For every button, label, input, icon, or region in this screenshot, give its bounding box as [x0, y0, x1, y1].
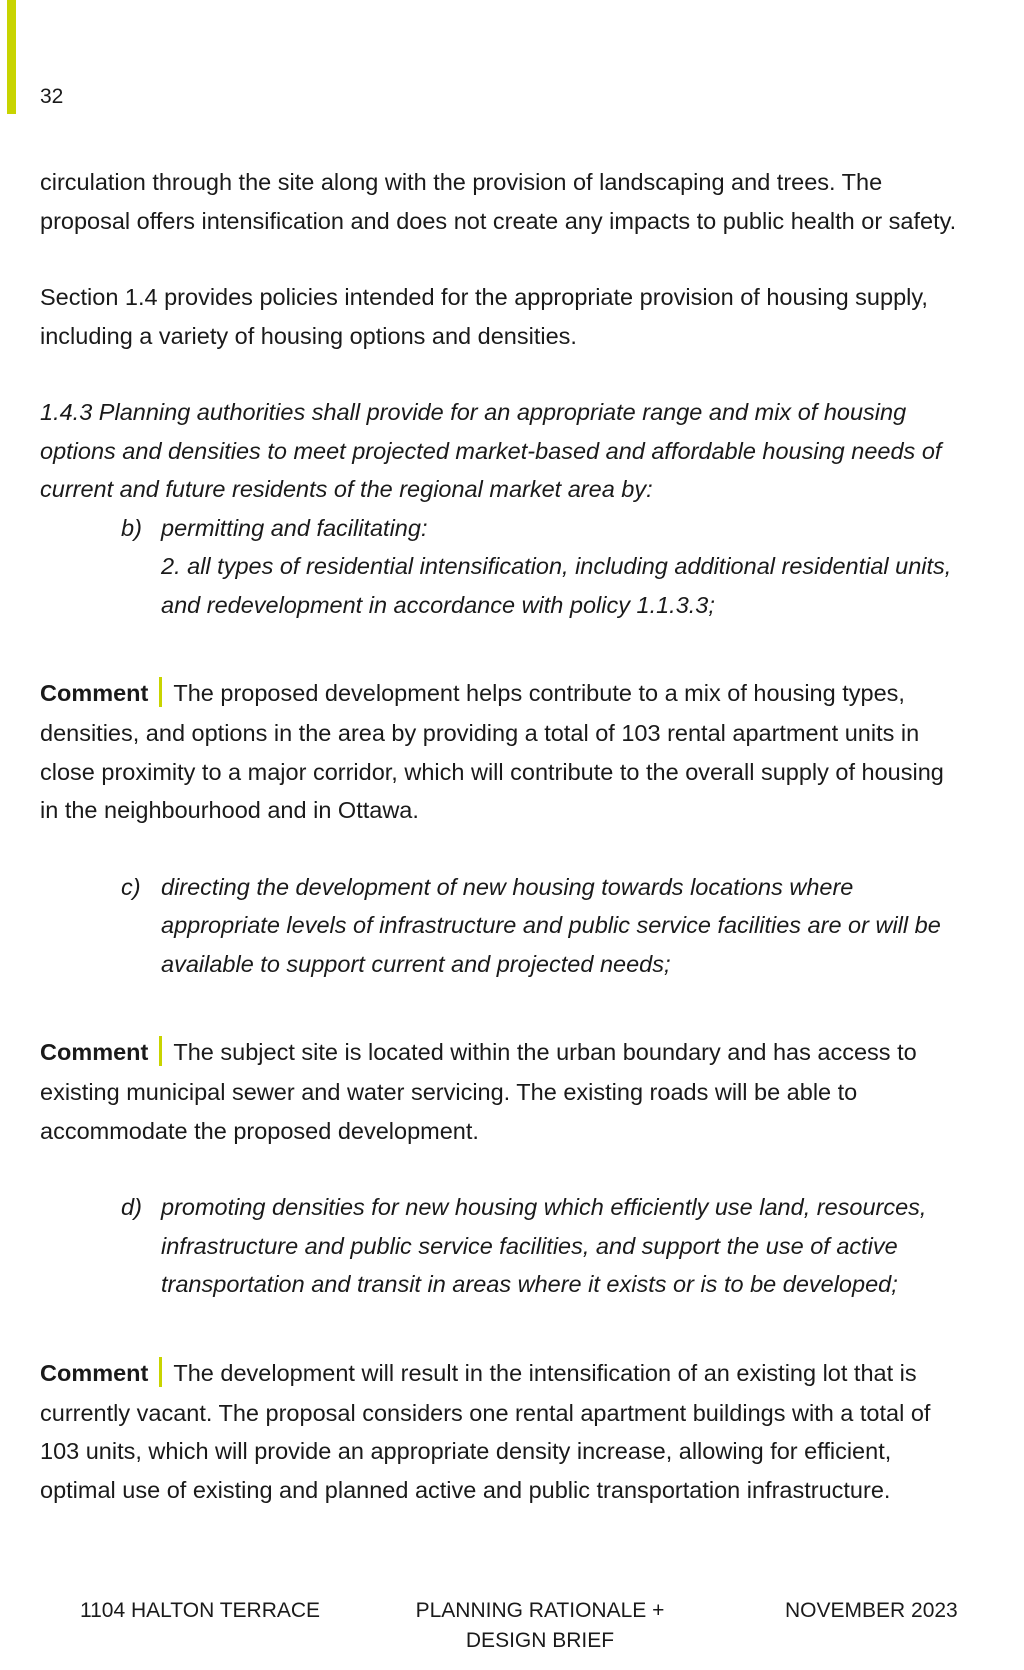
comment-label: Comment	[40, 1039, 149, 1065]
text-line: optimal use of existing and planned active and public transportation infrastructure.	[40, 1476, 891, 1503]
comment-label: Comment	[40, 1359, 149, 1386]
list-item-text: permitting and facilitating:	[161, 514, 428, 541]
comment-block-1	[40, 672, 1020, 830]
policy-item-d	[40, 1188, 1020, 1304]
text-line: existing municipal sewer and water servicing. The existing roads will be able to	[40, 1079, 858, 1105]
text-line: 1.4.3 Planning authorities shall provide for an appropriate range and mix of housing	[40, 399, 907, 425]
text-line: close proximity to a major corridor, which will contribute to the overall supply of housing	[40, 758, 944, 785]
text-line: accommodate the proposed development.	[40, 1117, 479, 1144]
text-line: in the neighbourhood and in Ottawa.	[40, 797, 419, 823]
footer-document-title	[375, 1596, 705, 1656]
text-line: The development will result in the intensification of an existing lot that is	[173, 1359, 917, 1386]
comment-first-line	[40, 1352, 1020, 1394]
text-line: available to support current and projected needs;	[161, 950, 671, 977]
text-line: The subject site is located within the urban boundary and has access to	[173, 1039, 917, 1065]
policy-quote	[40, 393, 1020, 624]
text-line: circulation through the site along with the provision of landscaping and trees. The	[40, 169, 883, 195]
page-content	[40, 163, 1020, 1509]
text-line: proposal offers intensification and does not create any impacts to public health or safety.	[40, 207, 957, 234]
text-line: densities, and options in the area by providing a total of 103 rental apartment units in	[40, 720, 920, 746]
text-line: and redevelopment in accordance with policy 1.1.3.3;	[161, 591, 715, 618]
accent-bar	[7, 0, 16, 114]
comment-separator	[159, 677, 162, 707]
text-line: directing the development of new housing towards locations where	[161, 873, 854, 900]
footer-title-line: PLANNING RATIONALE +	[415, 1599, 665, 1622]
text-line: 2. all types of residential intensification, including additional residential units,	[161, 553, 952, 579]
comment-separator	[159, 1036, 162, 1066]
comment-first-line	[40, 1031, 1020, 1073]
text-line: 103 units, which will provide an appropriate density increase, allowing for efficient,	[40, 1438, 892, 1464]
text-line: promoting densities for new housing which efficiently use land, resources,	[161, 1194, 927, 1220]
policy-item-b	[40, 509, 1020, 548]
text-line: including a variety of housing options and densities.	[40, 322, 577, 349]
text-line: options and densities to meet projected market-based and affordable housing needs of	[40, 437, 942, 464]
comment-block-3	[40, 1352, 1020, 1510]
text-line: currently vacant. The proposal considers one rental apartment buildings with a total of	[40, 1399, 931, 1426]
policy-item-c	[40, 868, 1020, 984]
text-line: Section 1.4 provides policies intended for the appropriate provision of housing supply,	[40, 284, 928, 310]
footer-address: 1104 HALTON TERRACE	[80, 1599, 321, 1622]
page-number: 32	[40, 85, 64, 108]
footer-title-line: DESIGN BRIEF	[465, 1629, 615, 1652]
comment-separator	[159, 1357, 162, 1387]
list-marker: b)	[121, 514, 142, 541]
text-line: The proposed development helps contribute to a mix of housing types,	[173, 680, 905, 706]
text-line: infrastructure and public service facilities, and support the use of active	[161, 1232, 898, 1259]
policy-sub-item	[40, 547, 1020, 624]
comment-label: Comment	[40, 680, 149, 706]
text-line: appropriate levels of infrastructure and public service facilities are or will be	[161, 912, 941, 938]
section-paragraph	[40, 278, 1020, 355]
comment-block-2	[40, 1031, 1020, 1150]
policy-quote-intro	[40, 393, 1020, 509]
comment-first-line	[40, 672, 1020, 714]
text-line: transportation and transit in areas where it exists or is to be developed;	[161, 1271, 898, 1297]
list-marker: c)	[121, 873, 141, 900]
text-line: current and future residents of the regional market area by:	[40, 476, 653, 502]
list-marker: d)	[121, 1194, 142, 1220]
intro-paragraph	[40, 163, 1020, 240]
footer-date: NOVEMBER 2023	[785, 1599, 958, 1622]
